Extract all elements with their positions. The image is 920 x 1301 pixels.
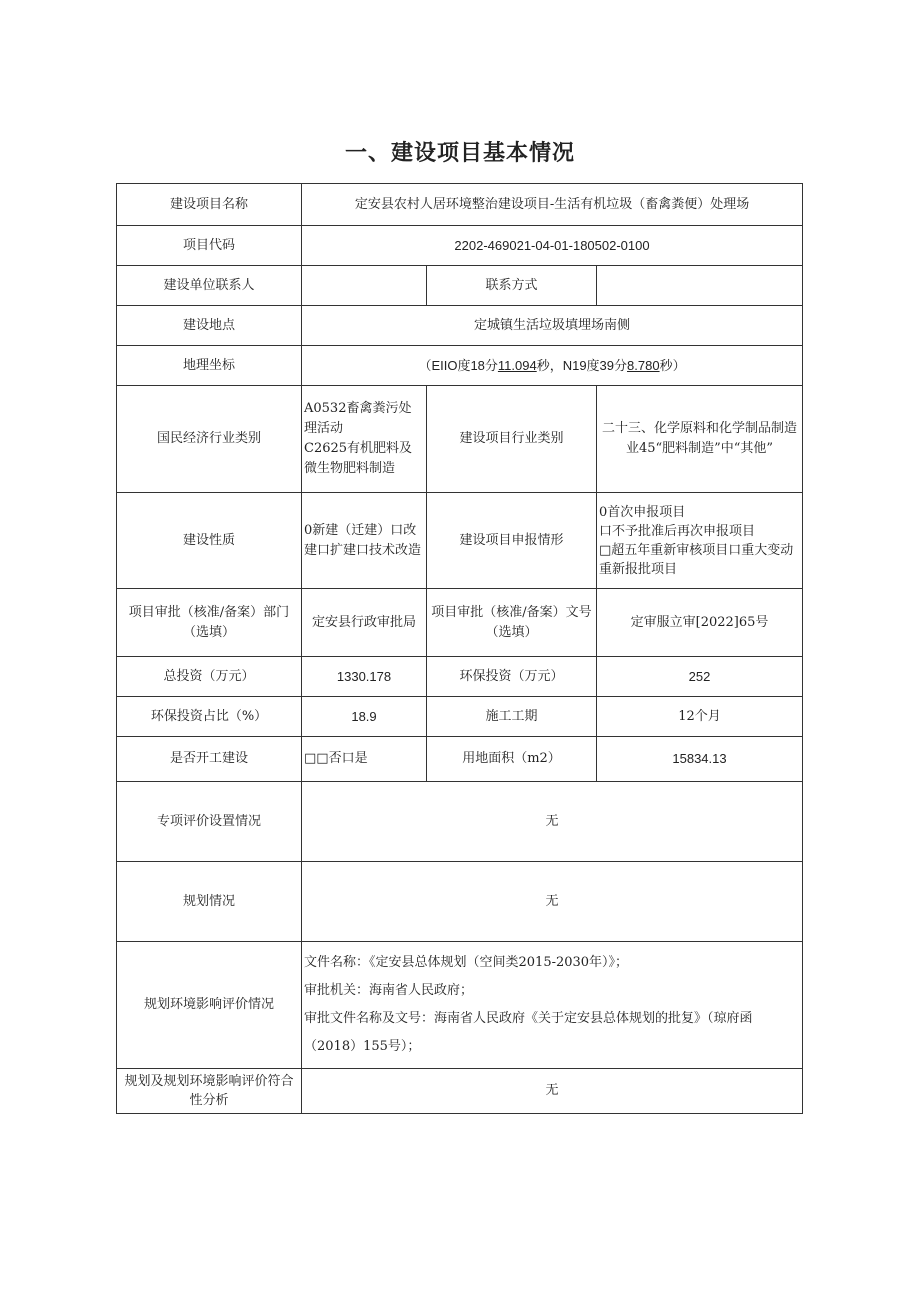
row-approval	[117, 589, 803, 657]
row-project-name	[117, 184, 803, 226]
location-value: 定城镇生活垃圾填埋场南侧	[302, 306, 803, 346]
started-value: □□否口是	[302, 737, 427, 782]
special-eval-label: 专项评价设置情况	[117, 782, 302, 862]
application-option-2: 口不予批准后再次申报项目	[599, 523, 756, 539]
env-investment-label: 环保投资（万元）	[427, 657, 597, 697]
plan-eia-label: 规划环境影响评价情况	[117, 942, 302, 1069]
row-started	[117, 737, 803, 782]
coord-suffix: 秒）	[659, 357, 686, 373]
project-code-label: 项目代码	[117, 226, 302, 266]
planning-label: 规划情况	[117, 862, 302, 942]
plan-eia-file: 文件名称：《定安县总体规划（空间类2015-2030年）》；	[304, 955, 629, 970]
total-investment-value: 1330.178	[302, 657, 427, 697]
row-plan-eia	[117, 942, 803, 1069]
coordinates-label: 地理坐标	[117, 346, 302, 386]
planning-value: 无	[302, 862, 803, 942]
nature-label: 建设性质	[117, 493, 302, 589]
env-ratio-value: 18.9	[302, 697, 427, 737]
row-contact	[117, 266, 803, 306]
application-value	[597, 493, 803, 589]
row-special-eval	[117, 782, 803, 862]
row-planning	[117, 862, 803, 942]
coord-north-seconds: 8.780	[627, 357, 660, 373]
location-label: 建设地点	[117, 306, 302, 346]
env-ratio-label: 环保投资占比（%）	[117, 697, 302, 737]
started-label: 是否开工建设	[117, 737, 302, 782]
project-code-value: 2202-469021-04-01-180502-0100	[302, 226, 803, 266]
conformity-label: 规划及规划环境影响评价符合性分析	[117, 1069, 302, 1114]
approval-doc-label: 项目审批（核准/备案）文号（选填）	[427, 589, 597, 657]
approval-dept-label: 项目审批（核准/备案）部门（选填）	[117, 589, 302, 657]
nature-value: 0新建（迁建）口改建口扩建口技术改造	[302, 493, 427, 589]
contact-value	[302, 266, 427, 306]
application-label: 建设项目申报情形	[427, 493, 597, 589]
project-name-value: 定安县农村人居环境整治建设项目-生活有机垃圾（畜禽粪便）处理场	[302, 184, 803, 226]
land-area-label: 用地面积（m2）	[427, 737, 597, 782]
coord-mid: 秒，N19度39分	[536, 357, 628, 373]
industry-value	[302, 386, 427, 493]
plan-eia-document: 审批文件名称及文号：海南省人民政府《关于定安县总体规划的批复》（琼府函（2018）155号）；	[304, 1011, 753, 1054]
contact-method-label: 联系方式	[427, 266, 597, 306]
contact-label: 建设单位联系人	[117, 266, 302, 306]
row-conformity	[117, 1069, 803, 1114]
conformity-value: 无	[302, 1069, 803, 1114]
industry-label: 国民经济行业类别	[117, 386, 302, 493]
application-option-3: □超五年重新审核项目口重大变动重新报批项目	[599, 542, 794, 577]
row-project-code	[117, 226, 803, 266]
approval-doc-value: 定审服立审[2022]65号	[597, 589, 803, 657]
total-investment-label: 总投资（万元）	[117, 657, 302, 697]
coord-prefix: （EIIO度18分	[418, 357, 498, 373]
construction-period-label: 施工工期	[427, 697, 597, 737]
row-location	[117, 306, 803, 346]
coordinates-value	[302, 346, 803, 386]
project-industry-value: 二十三、化学原料和化学制品制造业45“肥料制造”中“其他”	[597, 386, 803, 493]
application-option-1: 0首次申报项目	[599, 504, 686, 520]
page-title: 一、建设项目基本情况	[344, 141, 575, 166]
industry-code-2: C2625有机肥料及微生物肥料制造	[304, 441, 413, 476]
row-nature	[117, 493, 803, 589]
approval-dept-value: 定安县行政审批局	[302, 589, 427, 657]
contact-method-value	[597, 266, 803, 306]
row-coordinates	[117, 346, 803, 386]
construction-period-value: 12个月	[597, 697, 803, 737]
plan-eia-value	[302, 942, 803, 1069]
plan-eia-authority: 审批机关：海南省人民政府；	[304, 983, 474, 998]
land-area-value: 15834.13	[597, 737, 803, 782]
special-eval-value: 无	[302, 782, 803, 862]
industry-code-1: A0532畜禽粪污处理活动	[304, 401, 412, 436]
row-industry	[117, 386, 803, 493]
project-info-table	[116, 183, 803, 1114]
row-investment	[117, 657, 803, 697]
row-ratio	[117, 697, 803, 737]
coord-east-seconds: 11.094	[497, 357, 537, 373]
project-name-label: 建设项目名称	[117, 184, 302, 226]
project-industry-label: 建设项目行业类别	[427, 386, 597, 493]
env-investment-value: 252	[597, 657, 803, 697]
